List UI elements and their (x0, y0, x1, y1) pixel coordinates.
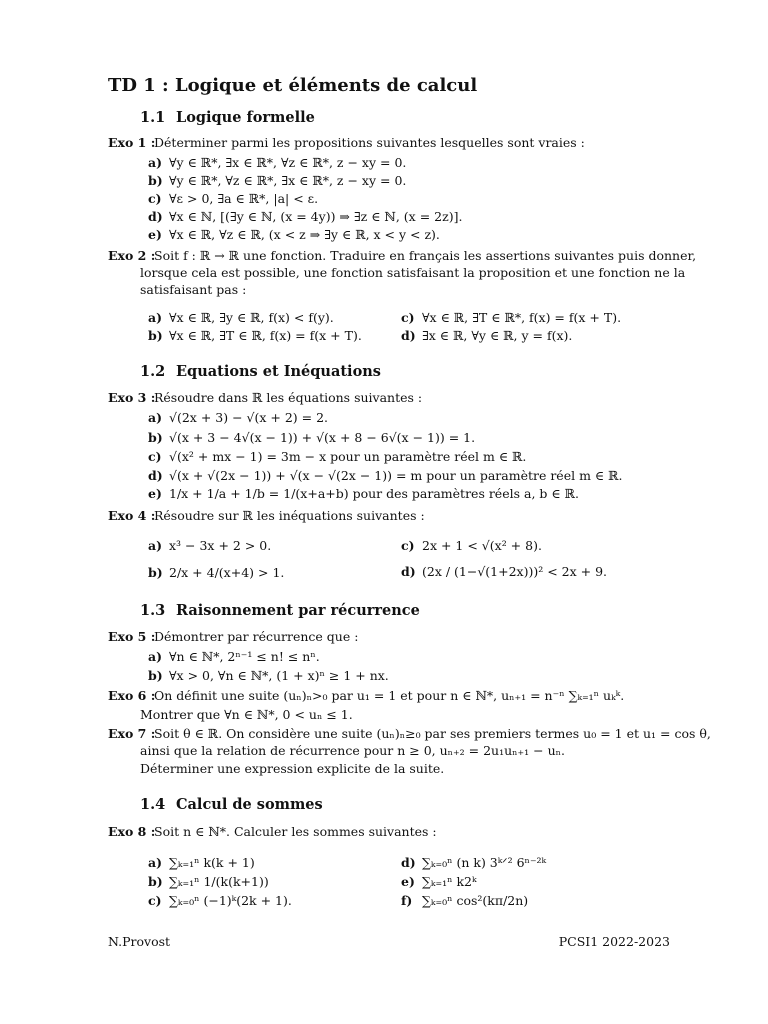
exercise-text: Montrer que ∀n ∈ ℕ*, 0 < uₙ ≤ 1. (140, 707, 353, 722)
item-text: √(x + √(2x − 1)) + √(x − √(2x − 1)) = m pour un paramètre réel m ∈ ℝ. (169, 468, 623, 483)
item-label: e) (401, 874, 415, 889)
exercise-label: Exo 6 : (108, 688, 156, 703)
section-heading: Raisonnement par récurrence (176, 602, 420, 619)
exercise-label: Exo 4 : (108, 508, 156, 523)
item-text: ∀x ∈ ℕ, [(∃y ∈ ℕ, (x = 4y)) ⇒ ∃z ∈ ℕ, (x = 2z)]. (169, 209, 463, 224)
item-label: a) (148, 649, 163, 664)
item-text: ∀x > 0, ∀n ∈ ℕ*, (1 + x)ⁿ ≥ 1 + nx. (169, 668, 389, 683)
item-label: d) (148, 468, 163, 483)
item-text: ∑ₖ₌₀ⁿ cos²(kπ/2n) (422, 893, 529, 908)
item-text: (2x / (1−√(1+2x)))² < 2x + 9. (422, 564, 608, 579)
item-text: ∀x ∈ ℝ, ∃y ∈ ℝ, f(x) < f(y). (169, 310, 334, 325)
item-label: d) (148, 209, 163, 224)
section-number: 1.1 (140, 109, 166, 126)
item-text: 2/x + 4/(x+4) > 1. (169, 565, 285, 580)
item-label: c) (401, 538, 415, 553)
item-text: ∀x ∈ ℝ, ∃T ∈ ℝ*, f(x) = f(x + T). (422, 310, 622, 325)
exercise-text: Soit f : ℝ → ℝ une fonction. Traduire en français les assertions suivantes puis donner, (154, 248, 697, 263)
item-label: e) (148, 227, 162, 242)
item-text: ∀ε > 0, ∃a ∈ ℝ*, |a| < ε. (169, 191, 319, 206)
item-label: d) (401, 328, 416, 343)
item-label: b) (148, 668, 163, 683)
item-text: ∑ₖ₌₁ⁿ k2ᵏ (422, 874, 477, 889)
item-label: b) (148, 430, 163, 445)
exercise-text: Soit n ∈ ℕ*. Calculer les sommes suivantes : (154, 824, 437, 839)
exercise-label: Exo 7 : (108, 726, 156, 741)
item-label: c) (148, 191, 162, 206)
item-text: √(x² + mx − 1) = 3m − x pour un paramètre réel m ∈ ℝ. (169, 449, 527, 464)
exercise-text: Résoudre dans ℝ les équations suivantes : (154, 390, 423, 405)
footer-class-year: PCSI1 2022-2023 (558, 934, 670, 949)
item-label: b) (148, 874, 163, 889)
item-text: √(x + 3 − 4√(x − 1)) + √(x + 8 − 6√(x − 1)) = 1. (169, 430, 476, 445)
exercise-label: Exo 2 : (108, 248, 156, 263)
item-text: ∀y ∈ ℝ*, ∃x ∈ ℝ*, ∀z ∈ ℝ*, z − xy = 0. (169, 155, 407, 170)
item-label: d) (401, 564, 416, 579)
exercise-text: Soit θ ∈ ℝ. On considère une suite (uₙ)ₙ≥₀ par ses premiers termes u₀ = 1 et u₁ = cos θ, (154, 726, 711, 741)
item-text: ∀x ∈ ℝ, ∃T ∈ ℝ, f(x) = f(x + T). (169, 328, 362, 343)
exercise-text: Résoudre sur ℝ les inéquations suivantes : (154, 508, 425, 523)
item-text: ∑ₖ₌₀ⁿ (n k) 3ᵏᐟ² 6ⁿ⁻²ᵏ (422, 855, 547, 870)
item-label: a) (148, 855, 163, 870)
item-label: a) (148, 410, 163, 425)
item-label: c) (401, 310, 415, 325)
section-heading: Equations et Inéquations (176, 363, 381, 380)
item-text: ∑ₖ₌₁ⁿ 1/(k(k+1)) (169, 874, 269, 889)
item-text: ∃x ∈ ℝ, ∀y ∈ ℝ, y = f(x). (422, 328, 573, 343)
exercise-text: Déterminer une expression explicite de la suite. (140, 761, 445, 776)
item-text: ∑ₖ₌₁ⁿ k(k + 1) (169, 855, 255, 870)
section-heading: Calcul de sommes (176, 796, 323, 813)
item-label: b) (148, 328, 163, 343)
exercise-text: ainsi que la relation de récurrence pour n ≥ 0, uₙ₊₂ = 2u₁uₙ₊₁ − uₙ. (140, 743, 566, 758)
item-label: c) (148, 449, 162, 464)
item-text: ∑ₖ₌₀ⁿ (−1)ᵏ(2k + 1). (169, 893, 292, 908)
item-text: 2x + 1 < √(x² + 8). (422, 538, 542, 553)
exercise-text: Démontrer par récurrence que : (154, 629, 359, 644)
footer-author: N.Provost (108, 934, 171, 949)
item-label: f) (401, 893, 413, 908)
item-label: a) (148, 310, 163, 325)
section-number: 1.2 (140, 363, 166, 380)
item-label: d) (401, 855, 416, 870)
section-number: 1.3 (140, 602, 166, 619)
item-label: c) (148, 893, 162, 908)
exercise-text: satisfaisant pas : (140, 282, 247, 297)
item-text: ∀y ∈ ℝ*, ∀z ∈ ℝ*, ∃x ∈ ℝ*, z − xy = 0. (169, 173, 407, 188)
item-text: ∀n ∈ ℕ*, 2ⁿ⁻¹ ≤ n! ≤ nⁿ. (169, 649, 320, 664)
item-label: e) (148, 486, 162, 501)
item-label: b) (148, 173, 163, 188)
item-text: 1/x + 1/a + 1/b = 1/(x+a+b) pour des paramètres réels a, b ∈ ℝ. (169, 486, 579, 501)
section-heading: Logique formelle (176, 109, 315, 126)
item-text: x³ − 3x + 2 > 0. (169, 538, 272, 553)
exercise-label: Exo 3 : (108, 390, 156, 405)
exercise-text: lorsque cela est possible, une fonction satisfaisant la proposition et une fonction ne la (140, 265, 686, 280)
exercise-text: On définit une suite (uₙ)ₙ>₀ par u₁ = 1 et pour n ∈ ℕ*, uₙ₊₁ = n⁻ⁿ ∑ₖ₌₁ⁿ uₖᵏ. (154, 688, 625, 703)
page-title: TD 1 : Logique et éléments de calcul (108, 75, 478, 96)
exercise-text: Déterminer parmi les propositions suivantes lesquelles sont vraies : (154, 135, 585, 150)
item-text: ∀x ∈ ℝ, ∀z ∈ ℝ, (x < z ⇒ ∃y ∈ ℝ, x < y < z). (169, 227, 440, 242)
section-number: 1.4 (140, 796, 166, 813)
item-text: √(2x + 3) − √(x + 2) = 2. (169, 410, 329, 425)
item-label: b) (148, 565, 163, 580)
exercise-label: Exo 1 : (108, 135, 156, 150)
item-label: a) (148, 155, 163, 170)
exercise-label: Exo 5 : (108, 629, 156, 644)
exercise-label: Exo 8 : (108, 824, 156, 839)
item-label: a) (148, 538, 163, 553)
